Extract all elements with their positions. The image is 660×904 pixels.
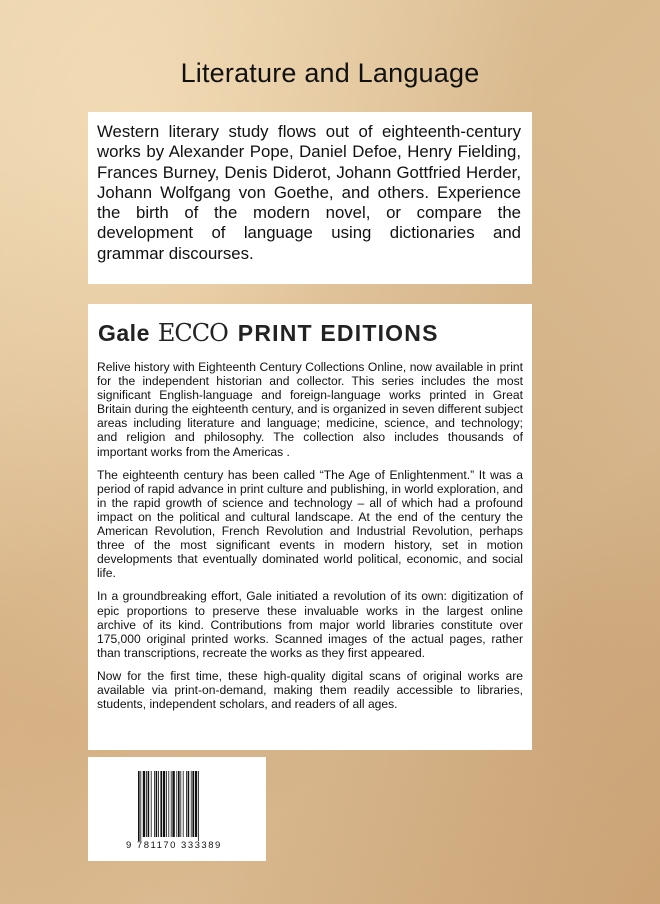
paragraph-2: The eighteenth century has been called “The Age of Enlightenment.” It was a period of rapid advance in print culture and publishing, in world exploration, and in the rapid growth of science and technology – all of which had a profound impact on the political and cultural landscape. At the end of the century the American Revolution, French Revolution and Industrial Revolution, perhaps three of the most significant events in modern history, set in motion developments that eventually dominated world political, economic, and social life.	[97, 467, 523, 581]
barcode-bar	[163, 771, 165, 837]
barcode-panel	[88, 757, 266, 861]
barcode-bar	[171, 771, 172, 837]
description-text	[97, 360, 523, 720]
barcode-bar	[158, 771, 159, 837]
barcode-bar	[151, 771, 152, 837]
barcode-bar	[138, 771, 140, 841]
barcode-bar	[143, 771, 145, 837]
barcode-bar	[192, 771, 194, 837]
barcode-bar	[160, 771, 162, 837]
page-title: Literature and Language	[180, 58, 480, 88]
logo-gale: Gale	[98, 319, 150, 346]
logo-ecco: ECCO	[157, 319, 228, 347]
barcode-bar	[148, 771, 150, 837]
barcode-bar	[186, 771, 187, 837]
barcode-bar	[154, 771, 155, 837]
barcode-bar	[178, 771, 180, 837]
barcode-bar	[146, 771, 147, 837]
paragraph-3: In a groundbreaking effort, Gale initiated a revolution of its own: digitization of epic proportions to preserve these invaluable works in the largest online archive of its kind. Contributions from major world libraries constitute over 175,000 original printed works. Scanned images of the actual pages, rather than transcriptions, recreate the works as they first appeared.	[97, 589, 523, 660]
barcode-bar	[188, 771, 190, 837]
barcode-bar	[140, 771, 141, 841]
barcode-bar	[166, 771, 167, 837]
barcode-bar	[198, 771, 199, 841]
barcode-bar	[180, 771, 181, 837]
barcode-image	[138, 771, 222, 841]
logo-print-editions: PRINT EDITIONS	[237, 319, 439, 346]
barcode-bar	[183, 771, 184, 837]
barcode-bar	[176, 771, 177, 837]
intro-text: Western literary study flows out of eighteenth-century works by Alexander Pope, Daniel Defoe, Henry Fielding, Frances Burney, Denis Diderot, Johann Gottfried Herder, Johann Wolfgang von Goethe, and others. Experience the birth of the modern novel, or compare the development of language using dictionaries and grammar discourses.	[97, 122, 521, 263]
barcode-bar	[172, 771, 174, 837]
barcode-bar	[191, 771, 192, 837]
barcode-bar	[195, 771, 197, 837]
intro-panel	[88, 112, 532, 284]
description-panel	[88, 304, 532, 750]
gale-ecco-logo	[98, 318, 439, 348]
paragraph-1: Relive history with Eighteenth Century Collections Online, now available in print for the independent historian and collector. This series includes the most significant English-language and foreign-language works printed in Great Britain during the eighteenth century, and is organized in seven different subject areas including literature and language; medicine, science, and technology; and religion and philosophy. The collection also includes thousands of important works from the Americas .	[97, 360, 523, 459]
barcode-bar	[156, 771, 158, 837]
barcode-bar	[168, 771, 169, 837]
isbn-number: 9 781170 333389	[126, 840, 222, 851]
paragraph-4: Now for the first time, these high-quality digital scans of original works are available via print-on-demand, making them readily accessible to libraries, students, independent scholars, and readers of all ages.	[97, 668, 523, 712]
